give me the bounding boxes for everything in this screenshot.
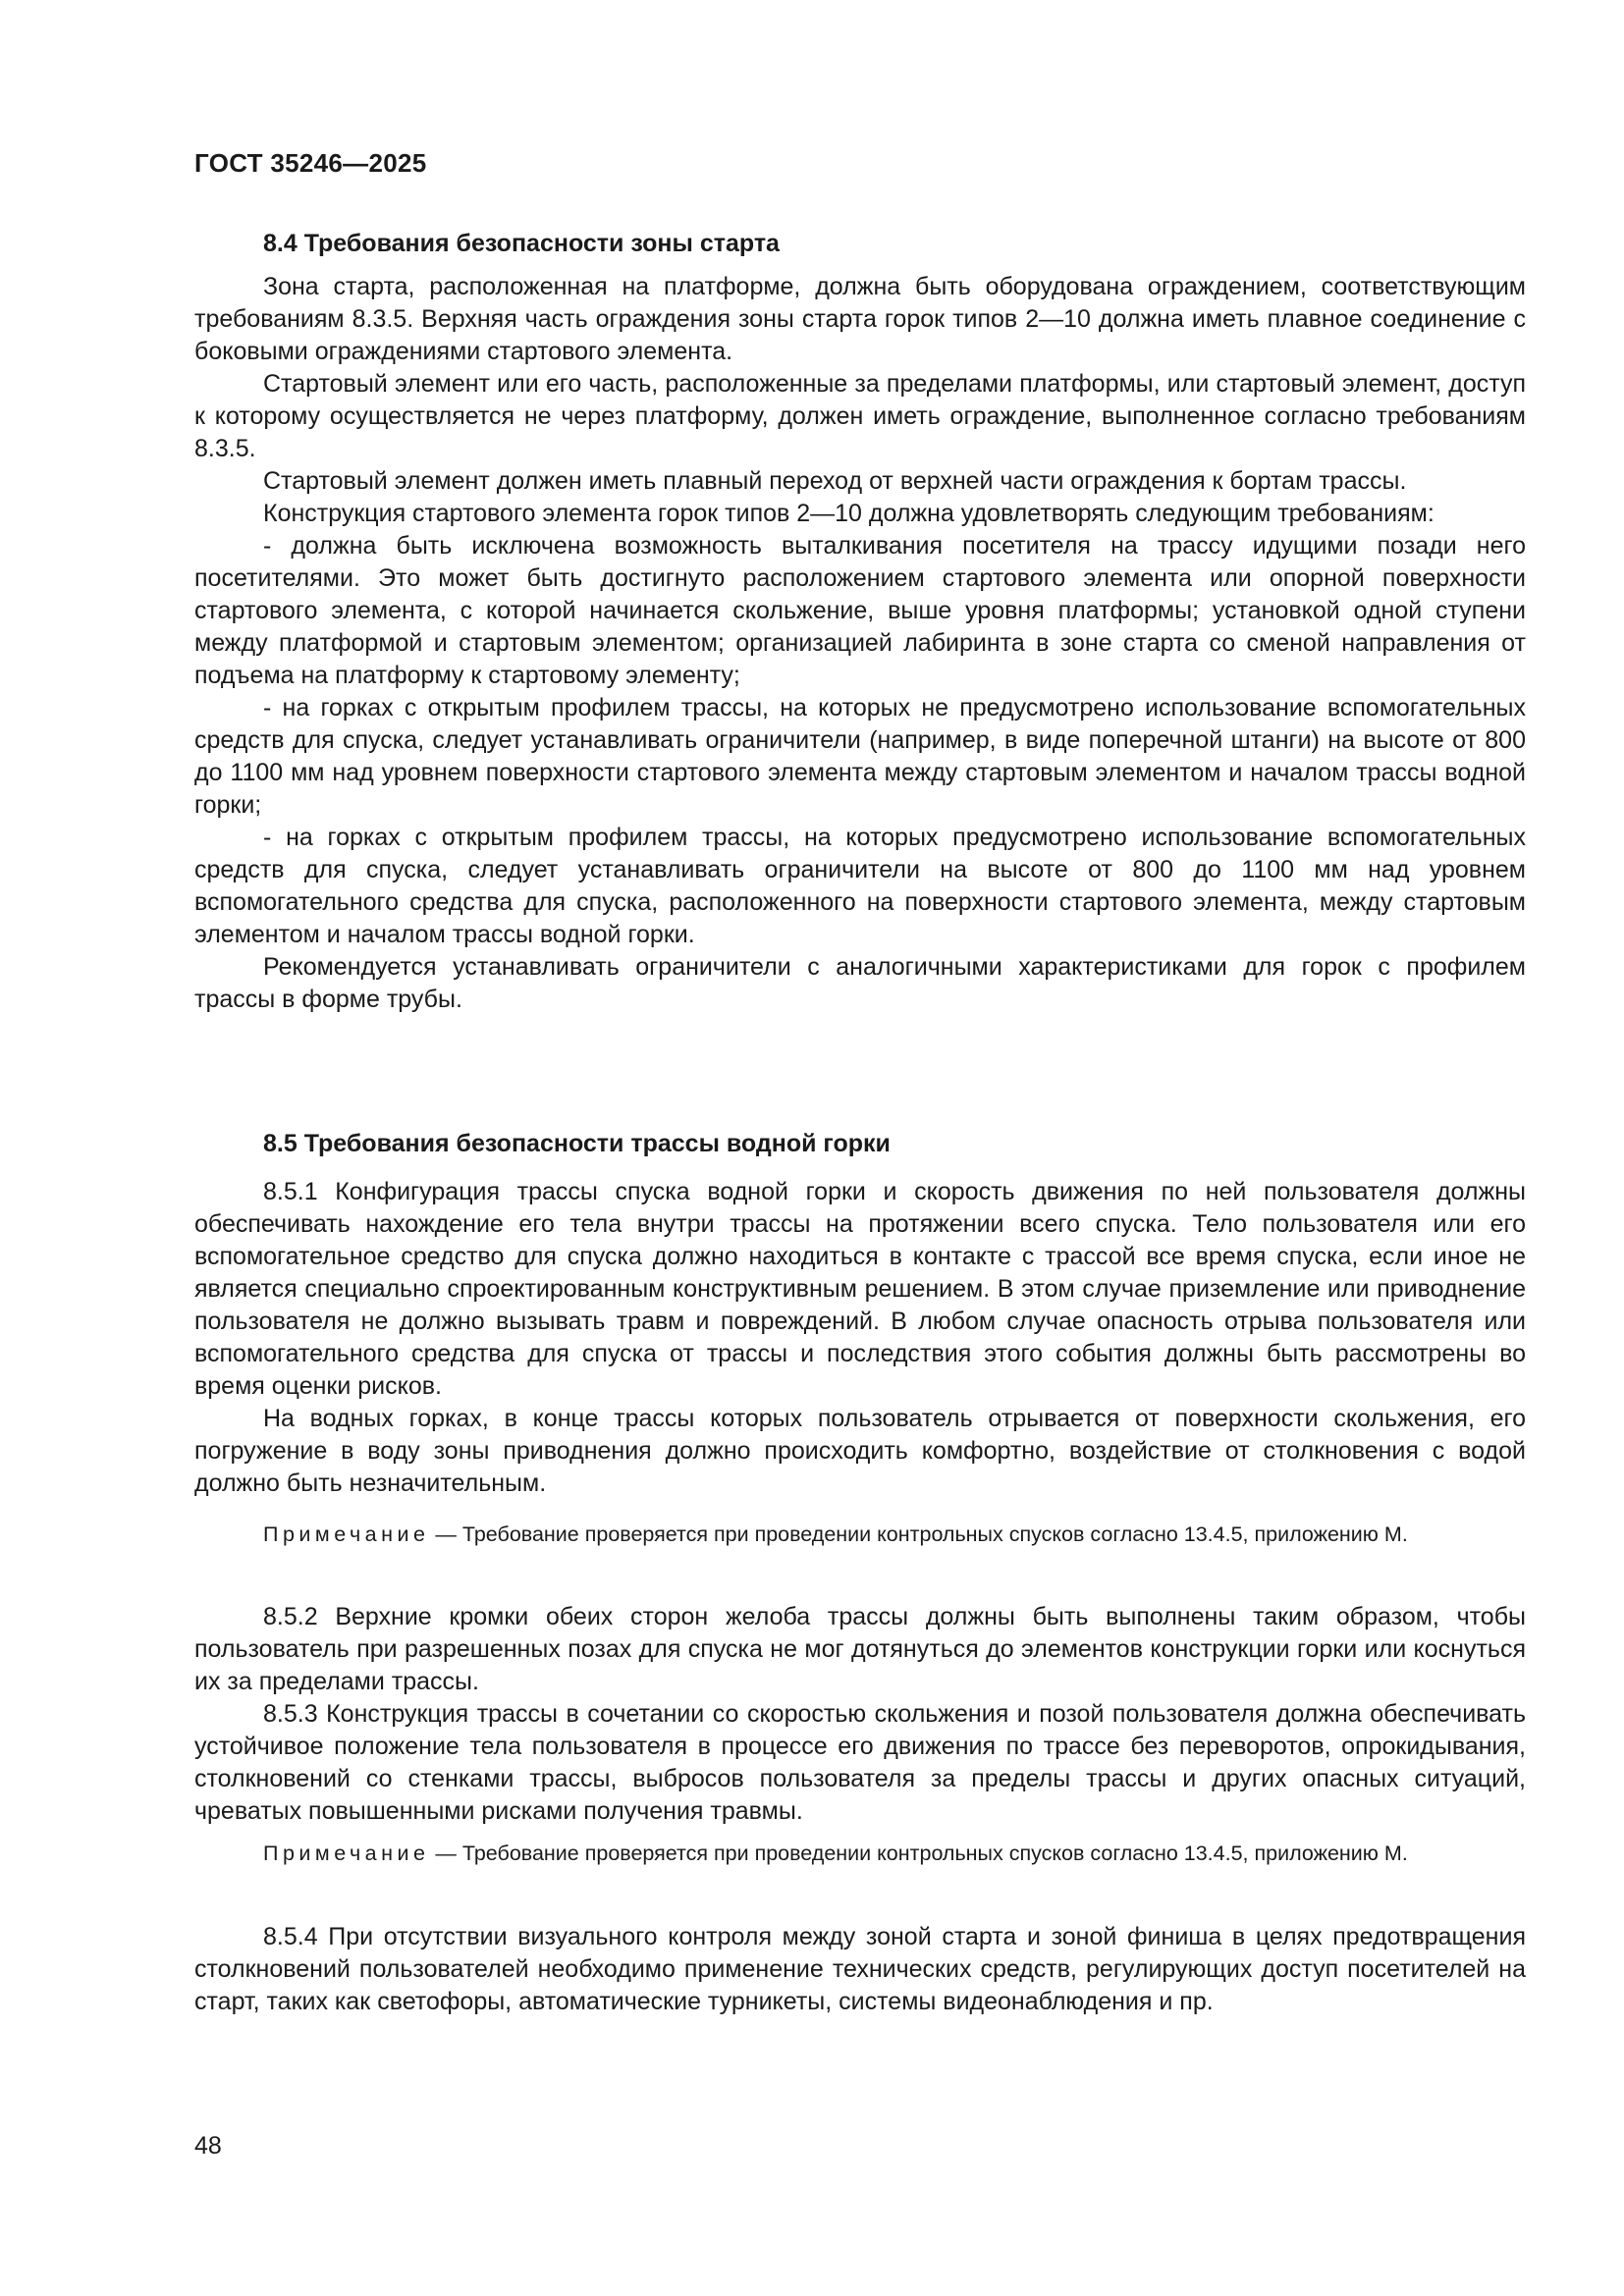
paragraph: Стартовый элемент должен иметь плавный переход от верхней части ограждения к бортам трассы. bbox=[263, 467, 1407, 495]
note-label: Примечание bbox=[263, 1522, 430, 1546]
section-8-5-4 bbox=[194, 1921, 1526, 2018]
document-id-header: ГОСТ 35246—2025 bbox=[194, 148, 427, 178]
note-text: — Требование проверяется при проведении контрольных спусков согласно 13.4.5, приложению М. bbox=[429, 1522, 1408, 1546]
section-title: 8.5 Требования безопасности трассы водной горки bbox=[263, 1130, 891, 1157]
paragraph: 8.5.3 Конструкция трассы в сочетании со скоростью скольжения и позой пользователя должна обеспечивать устойчивое положение тела пользователя в процессе его движения по трассе без переворотов, опрокидывания, столкновений со стенками трассы, выбросов пользователя за пределы трассы и других опасных ситуаций, чреватых повышенными рисками получения травмы. bbox=[194, 1700, 1526, 1825]
list-item: - на горках с открытым профилем трассы, на которых предусмотрено использование вспомогательных средств для спуска, следует устанавливать ограничители на высоте от 800 до 1100 мм над уровнем вспомогательного средства для спуска, расположенного на поверхности стартового элемента, между стартовым элементом и началом трассы водной горки. bbox=[194, 824, 1526, 948]
paragraph: Зона старта, расположенная на платформе, должна быть оборудована ограждением, соответствующим требованиям 8.3.5. Верхняя часть ограждения зоны старта горок типов 2—10 должна иметь плавное соединение с боковыми ограждениями стартового элемента. bbox=[194, 273, 1526, 365]
note-label: Примечание bbox=[263, 1842, 430, 1865]
section-8-5-1 bbox=[194, 1176, 1526, 1500]
page-number: 48 bbox=[194, 2132, 222, 2160]
list-item: - должна быть исключена возможность выталкивания посетителя на трассу идущими позади него посетителями. Это может быть достигнуто расположением стартового элемента или опорной поверхности стартового элемента, с которой начинается скольжение, выше уровня платформы; установкой одной ступени между платформой и стартовым элементом; организацией лабиринта в зоне старта со сменой направления от подъема на платформу к стартовому элементу; bbox=[194, 532, 1526, 689]
paragraph: На водных горках, в конце трассы которых пользователь отрывается от поверхности скольжения, его погружение в воду зоны приводнения должно происходить комфортно, воздействие от столкновения с водой должно быть незначительным. bbox=[194, 1405, 1526, 1497]
section-8-5 bbox=[194, 1128, 1526, 1160]
section-8-4-body bbox=[194, 271, 1526, 1016]
paragraph: 8.5.4 При отсутствии визуального контроля между зоной старта и зоной финиша в целях предотвращения столкновений пользователей необходимо применение технических средств, регулирующих доступ посетителей на старт, таких как светофоры, автоматические турникеты, системы видеонаблюдения и пр. bbox=[194, 1923, 1526, 2015]
paragraph: Стартовый элемент или его часть, расположенные за пределами платформы, или стартовый элемент, доступ к которому осуществляется не через платформу, должен иметь ограждение, выполненное согласно требованиям 8.3.5. bbox=[194, 370, 1526, 462]
paragraph: 8.5.1 Конфигурация трассы спуска водной горки и скорость движения по ней пользователя должны обеспечивать нахождение его тела внутри трассы на протяжении всего спуска. Тело пользователя или его вспомогательное средство для спуска должно находиться в контакте с трассой все время спуска, если иное не является специально спроектированным конструктивным решением. В этом случае приземление или приводнение пользователя не должно вызывать травм и повреждений. В любом случае опасность отрыва пользователя или вспомогательного средства для спуска от трассы и последствия этого события должны быть рассмотрены во время оценки рисков. bbox=[194, 1178, 1526, 1400]
paragraph: Рекомендуется устанавливать ограничители с аналогичными характеристиками для горок с профилем трассы в форме трубы. bbox=[194, 953, 1526, 1013]
note-text: — Требование проверяется при проведении контрольных спусков согласно 13.4.5, приложению М. bbox=[429, 1842, 1408, 1865]
paragraph: Конструкция стартового элемента горок типов 2—10 должна удовлетворять следующим требованиям: bbox=[263, 500, 1435, 527]
note-2 bbox=[194, 1839, 1526, 1869]
section-8-4 bbox=[194, 228, 1526, 260]
note-1 bbox=[194, 1520, 1526, 1550]
paragraph: 8.5.2 Верхние кромки обеих сторон желоба трассы должны быть выполнены таким образом, чтобы пользователь при разрешенных позах для спуска не мог дотянуться до элементов конструкции горки или коснуться их за пределами трассы. bbox=[194, 1603, 1526, 1695]
section-title: 8.4 Требования безопасности зоны старта bbox=[263, 230, 780, 257]
list-item: - на горках с открытым профилем трассы, на которых не предусмотрено использование вспомогательных средств для спуска, следует устанавливать ограничители (например, в виде поперечной штанги) на высоте от 800 до 1100 мм над уровнем поверхности стартового элемента между стартовым элементом и началом трассы водной горки; bbox=[194, 694, 1526, 819]
section-8-5-2-3 bbox=[194, 1601, 1526, 1828]
